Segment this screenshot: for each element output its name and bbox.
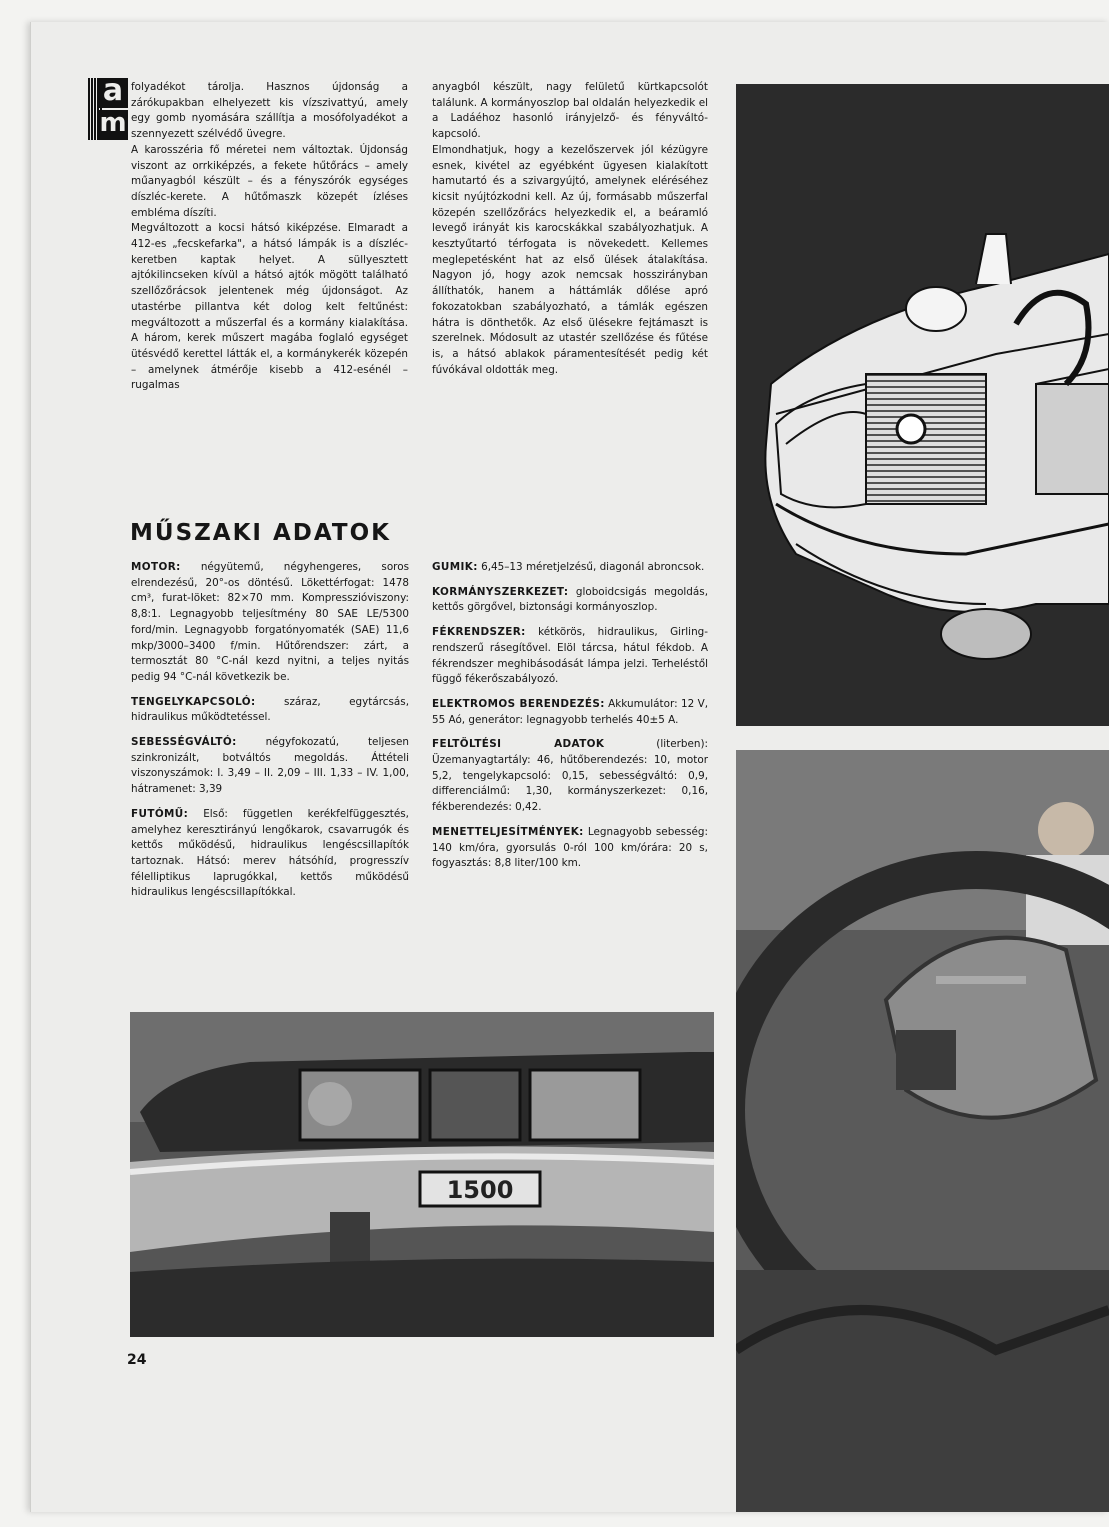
engine-cutaway-illustration xyxy=(736,84,1109,726)
spec-text: Első: független kerékfelfüggesztés, amelyhez keresztirányú lengőkarok, csavarrugók és kettős működésű, hidraulikus lengéscsillapítók tartoznak. Hátsó: merev hátsóhíd, progresszív félelliptikus laprugókkal, kettős működésű hidraulikus lengéscsillapítókkal. xyxy=(131,807,409,899)
spec-key: TENGELYKAPCSOLÓ: xyxy=(131,695,256,708)
spec-key: KORMÁNYSZERKEZET: xyxy=(432,585,569,598)
spec-text: Legnagyobb sebesség: 140 km/óra, gyorsulás 0-ról 100 km/órára: 20 s, fogyasztás: 8,8 liter/100 km. xyxy=(432,825,708,870)
spec-text: négyfokozatú, teljesen szinkronizált, botváltós megoldás. Áttételi viszonyszámok: I. 3,49 – II. 2,09 – III. 1,33 – IV. 1,00, hátramenet: 3,39 xyxy=(131,736,409,796)
rear-light-photo xyxy=(130,1012,714,1337)
spec-text: globoidcsigás megoldás, kettős görgővel, biztonsági kormányoszlop. xyxy=(432,585,708,614)
spec-key: MOTOR: xyxy=(131,561,181,573)
steering-photo-drawing xyxy=(736,750,1109,1512)
article-column-2 xyxy=(432,80,708,378)
article-column-1 xyxy=(131,80,408,394)
spec-brakes xyxy=(432,625,708,688)
spec-key: ELEKTROMOS BERENDEZÉS: xyxy=(432,697,605,710)
spec-electrical xyxy=(432,697,708,728)
logo-letter-m: m xyxy=(99,108,127,138)
spec-clutch xyxy=(131,695,409,726)
article-paragraph: folyadékot tárolja. Hasznos újdonság a zárókupakban elhelyezett kis vízszivattyú, amely egy gomb nyomására szállítja a mosófolyadékot a szennyezett szélvédő üvegre. xyxy=(131,81,408,141)
spec-key: FÉKRENDSZER: xyxy=(432,626,526,639)
spec-key: GUMIK: xyxy=(432,561,478,573)
article-paragraph: Elmondhatjuk, hogy a kezelőszervek jól kézügyre esnek, kivétel az egyébként ügyesen kialakított hamutartó és a szivargyújtó, amelynek eléréséhez kicsit nyújtózkodni kell. Az új, formásabb műszerfal közepén szellőzőrács helyezkedik el, a beáramló levegő irányát kis karocskákkal szabályozhatjuk. A kesztyűtartó térfogata is növekedett. Kellemes meglepetésként hat az első ülések átalakítása. Nagyon jó, hogy azok nemcsak hosszirányban állíthatók, hanem a háttámlák dőlése apró fokozatokban szabályozható, a támlák egészen hátra is dönthetők. Az első ülésekre fejtámaszt is szerelnek. Módosult az utastér szellőzése és fűtése is, a hátsó ablakok páramentesítését pedig két fúvókával oldották meg. xyxy=(432,143,708,376)
steering-wheel-photo xyxy=(736,750,1109,1512)
rear-light-drawing xyxy=(130,1012,714,1337)
specs-column-left xyxy=(131,560,409,910)
article-paragraph: A karosszéria fő méretei nem változtak. Újdonság viszont az orrkiképzés, a fekete hűtőrács – amely műanyagból készült – és a fényszórók egységes díszléc-kerete. A hűtőmaszk közepét ízléses embléma díszíti. xyxy=(131,143,408,219)
spec-suspension xyxy=(131,807,409,901)
spec-performance xyxy=(432,825,708,872)
magazine-logo xyxy=(88,73,127,140)
spec-steering xyxy=(432,585,708,616)
spec-gearbox xyxy=(131,735,409,798)
article-paragraph: Megváltozott a kocsi hátsó kiképzése. Elmaradt a 412-es „fecskefarka", a hátsó lámpák is a díszléc-keretben kaptak helyet. A süllyesztett ajtókilincseken kívül a hátsó ajtók mögött található szellőzőrácsok jelentenek még újdonságot. Az utastérbe pillantva két dolog kelt feltűnést: megváltozott a műszerfal és a kormány kialakítása. A három, kerek műszert magába foglaló egységet ütésvédő kerettel látták el, a kormánykerék közepén – amelynek átmérője kisebb a 412-esénél – rugalmas xyxy=(131,222,408,392)
spec-key: FELTÖLTÉSI ADATOK xyxy=(432,738,605,751)
spec-text: (literben): Üzemanyagtartály: 46, hűtőberendezés: 10, motor 5,2, tengelykapcsoló: 0,15, sebességváltó: 0,9, differenciálmű: 1,30, kormányszerkezet: 0,16, fékberendezés: 0,42. xyxy=(432,738,708,814)
spec-text: száraz, egytárcsás, hidraulikus működtetéssel. xyxy=(131,695,409,724)
spec-text: kétkörös, hidraulikus, Girling-rendszerű rásegítővel. Elöl tárcsa, hátul fékdob. A fékrendszer meghibásodását lámpa jelzi. Terheléstől függő fékerőszabályozó. xyxy=(432,626,708,686)
spec-text: Akkumulátor: 12 V, 55 Aó, generátor: legnagyobb terhelés 40±5 A. xyxy=(432,697,709,726)
page-number: 24 xyxy=(127,1352,147,1368)
engine-drawing xyxy=(736,84,1109,726)
spec-text: 6,45–13 méretjelzésű, diagonál abroncsok. xyxy=(477,561,705,573)
spec-key: SEBESSÉGVÁLTÓ: xyxy=(131,736,237,749)
specs-column-right xyxy=(432,560,708,881)
spec-key: MENETTELJESÍTMÉNYEK: xyxy=(432,825,584,838)
section-title: MŰSZAKI ADATOK xyxy=(130,520,391,546)
logo-letter-a: a xyxy=(98,78,128,108)
spec-capacities xyxy=(432,737,708,816)
photo-badge-text: 1500 xyxy=(446,1176,514,1204)
article-paragraph: anyagból készült, nagy felületű kürtkapcsolót találunk. A kormányoszlop bal oldalán helyezkedik el a Ladáéhoz hasonló irányjelző- és fényváltó-kapcsoló. xyxy=(432,81,708,141)
spec-text: négyütemű, négyhengeres, soros elrendezésű, 20°-os döntésű. Lökettérfogat: 1478 cm³, furat-löket: 82×70 mm. Kompresszióviszony: 8,8:1. Legnagyobb teljesítmény 80 SAE LE/5300 ford/min. Legnagyobb forgatónyomaték (SAE) 11,6 mkp/3000–3400 f/min. Hűtőrendszer: zárt, a termosztát 80 °C-nál kezd nyitni, a teljes nyitás pedig 94 °C-nál következik be. xyxy=(131,561,409,683)
spec-tyres xyxy=(432,560,708,576)
spec-motor xyxy=(131,560,409,686)
spec-key: FUTÓMŰ: xyxy=(131,807,189,820)
